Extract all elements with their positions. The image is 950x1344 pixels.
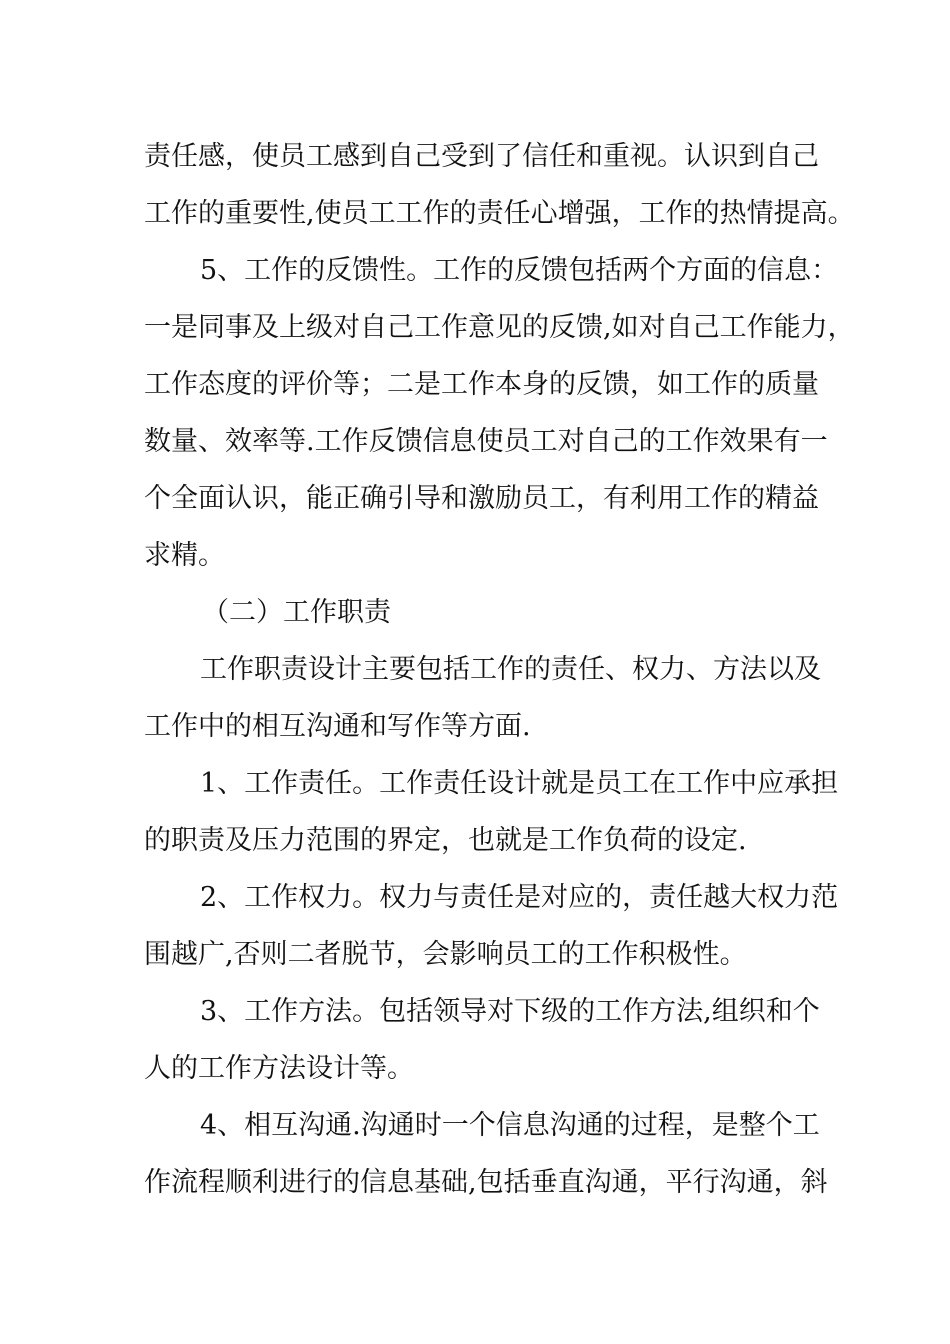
text-line: 人的工作方法设计等。 [144,1053,414,1084]
text-line: 4、相互沟通.沟通时一个信息沟通的过程，是整个工 [200,1110,820,1141]
text-line: 3、工作方法。包括领导对下级的工作方法,组织和个 [200,996,820,1027]
text-line: 责任感，使员工感到自己受到了信任和重视。认识到自己 [144,141,819,172]
body-text [144,128,855,1211]
section-heading: （二）工作职责 [202,597,391,628]
text-line: 工作的重要性,使员工工作的责任心增强，工作的热情提高。 [144,198,855,229]
text-line: 工作职责设计主要包括工作的责任、权力、方法以及 [200,654,821,685]
text-line: 一是同事及上级对自己工作意见的反馈,如对自己工作能力， [144,312,855,343]
text-line: 工作态度的评价等；二是工作本身的反馈，如工作的质量 [144,369,819,400]
text-line: 的职责及压力范围的界定，也就是工作负荷的设定. [144,825,747,856]
text-line: 2、工作权力。权力与责任是对应的，责任越大权力范 [200,882,839,913]
text-line: 围越广,否则二者脱节，会影响员工的工作积极性。 [144,939,747,970]
text-line: 1、工作责任。工作责任设计就是员工在工作中应承担 [200,768,839,799]
text-line: 数量、效率等.工作反馈信息使员工对自己的工作效果有一 [144,426,828,457]
text-line: 求精。 [144,540,225,571]
text-line: 作流程顺利进行的信息基础,包括垂直沟通，平行沟通，斜 [144,1167,828,1198]
text-line: 5、工作的反馈性。工作的反馈包括两个方面的信息： [200,255,839,286]
text-line: 个全面认识，能正确引导和激励员工，有利用工作的精益 [144,483,819,514]
text-line: 工作中的相互沟通和写作等方面. [144,711,531,742]
